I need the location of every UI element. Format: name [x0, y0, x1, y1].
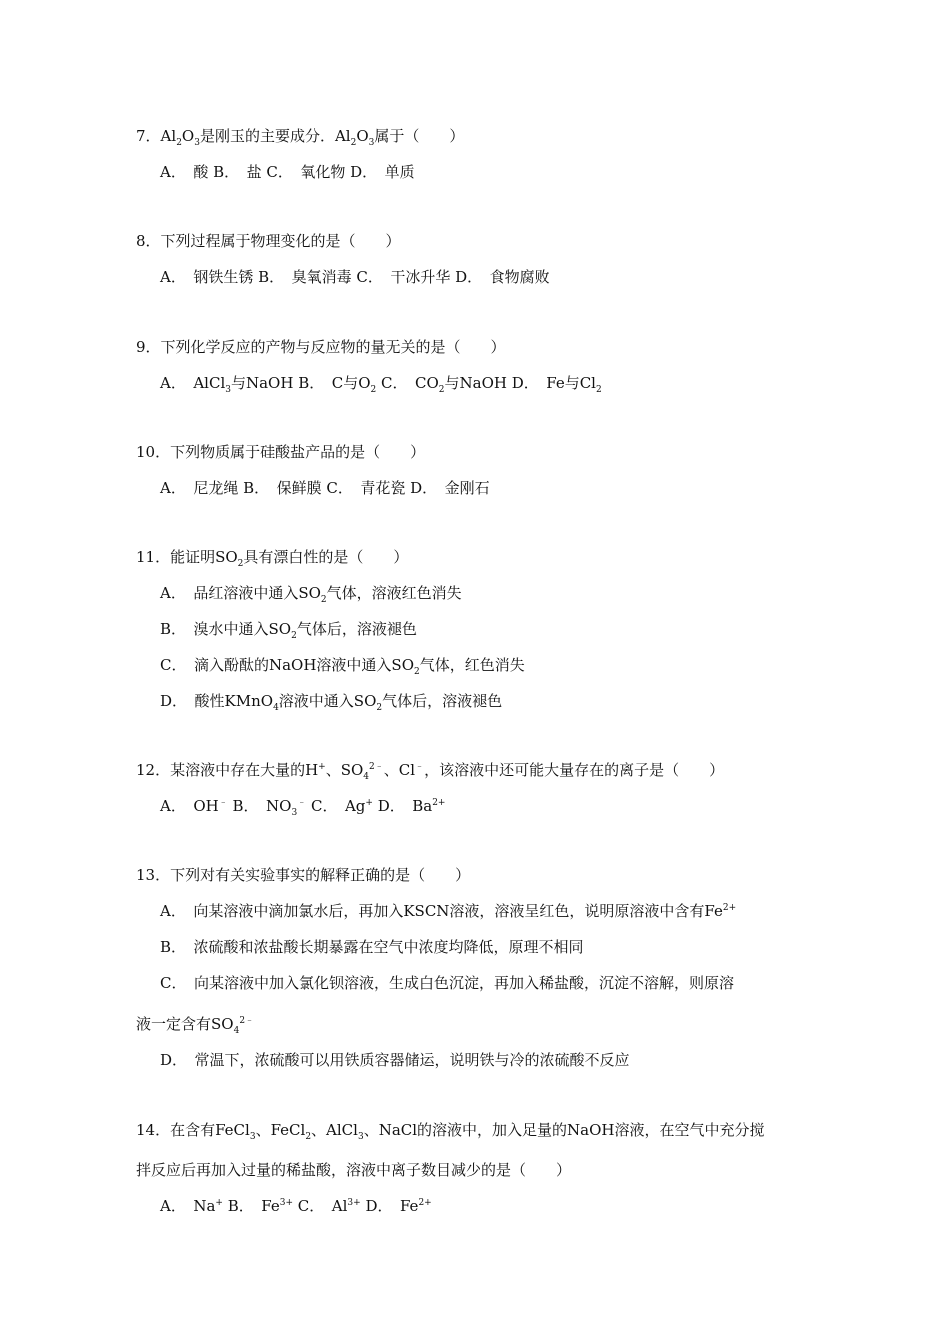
- question-13-option-b: B． 浓硫酸和浓盐酸长期暴露在空气中浓度均降低，原理不相同: [160, 938, 584, 956]
- question-10-options: A． 尼龙绳 B． 保鲜膜 C． 青花瓷 D． 金刚石: [160, 479, 490, 497]
- question-12-stem: 12．某溶液中存在大量的H+、$SO_4^{2﹣}$、Cl﹣，该溶液中还可能大量存在的离子是（ ）: [136, 761, 725, 782]
- question-13-option-c-continued: 液一定含有$SO_4^{2﹣}$: [136, 1015, 255, 1036]
- question-11-option-c: C． 滴入酚酞的NaOH溶液中通入$SO_2$气体，红色消失: [160, 656, 525, 677]
- question-13-option-d: D． 常温下，浓硫酸可以用铁质容器储运，说明铁与冷的浓硫酸不反应: [160, 1051, 630, 1069]
- question-11-option-d: D． 酸性KMnO$_4$溶液中通入$SO_2$气体后，溶液褪色: [160, 692, 503, 713]
- question-14-stem-continued: 拌反应后再加入过量的稀盐酸，溶液中离子数目减少的是（ ）: [136, 1161, 572, 1179]
- question-13-stem: 13．下列对有关实验事实的解释正确的是（ ）: [136, 866, 471, 884]
- question-7-options: A． 酸 B． 盐 C． 氧化物 D． 单质: [160, 163, 415, 181]
- question-9-stem: 9．下列化学反应的产物与反应物的量无关的是（ ）: [136, 338, 506, 356]
- question-13-option-a: A． 向某溶液中滴加氯水后，再加入KSCN溶液，溶液呈红色，说明原溶液中含有$Fe^{2+}$: [160, 902, 737, 920]
- question-13-option-c: C． 向某溶液中加入氯化钡溶液，生成白色沉淀，再加入稀盐酸，沉淀不溶解，则原溶: [160, 974, 734, 992]
- question-8-stem: 8．下列过程属于物理变化的是（ ）: [136, 232, 401, 250]
- question-11-stem: 11．能证明$SO_2$具有漂白性的是（ ）: [136, 548, 409, 569]
- question-14-stem: 14．在含有FeCl$_3$、FeCl$_2$、AlCl$_3$、NaCl的溶液中，加入足量的NaOH溶液，在空气中充分搅: [136, 1121, 765, 1142]
- question-7-stem: 7．$Al_2O_3$是刚玉的主要成分．$Al_2O_3$属于（ ）: [136, 127, 465, 148]
- question-14-options: A． Na+ B． $Fe^{3+}$ C． $Al^{3+}$ D． $Fe^{2+}$: [160, 1197, 432, 1215]
- question-11-option-b: B． 溴水中通入$SO_2$气体后，溶液褪色: [160, 620, 417, 641]
- question-9-options: A． AlCl$_3$与NaOH B． C与$O_2$ C． $CO_2$与NaOH D． Fe与$Cl_2$: [160, 374, 602, 395]
- question-12-options: A． OH﹣ B． $NO_3^﹣$ C． Ag+ D． $Ba^{2+}$: [160, 797, 446, 818]
- question-10-stem: 10．下列物质属于硅酸盐产品的是（ ）: [136, 443, 426, 461]
- question-11-option-a: A． 品红溶液中通入$SO_2$气体，溶液红色消失: [160, 584, 462, 605]
- question-8-options: A． 钢铁生锈 B． 臭氧消毒 C． 干冰升华 D． 食物腐败: [160, 268, 550, 286]
